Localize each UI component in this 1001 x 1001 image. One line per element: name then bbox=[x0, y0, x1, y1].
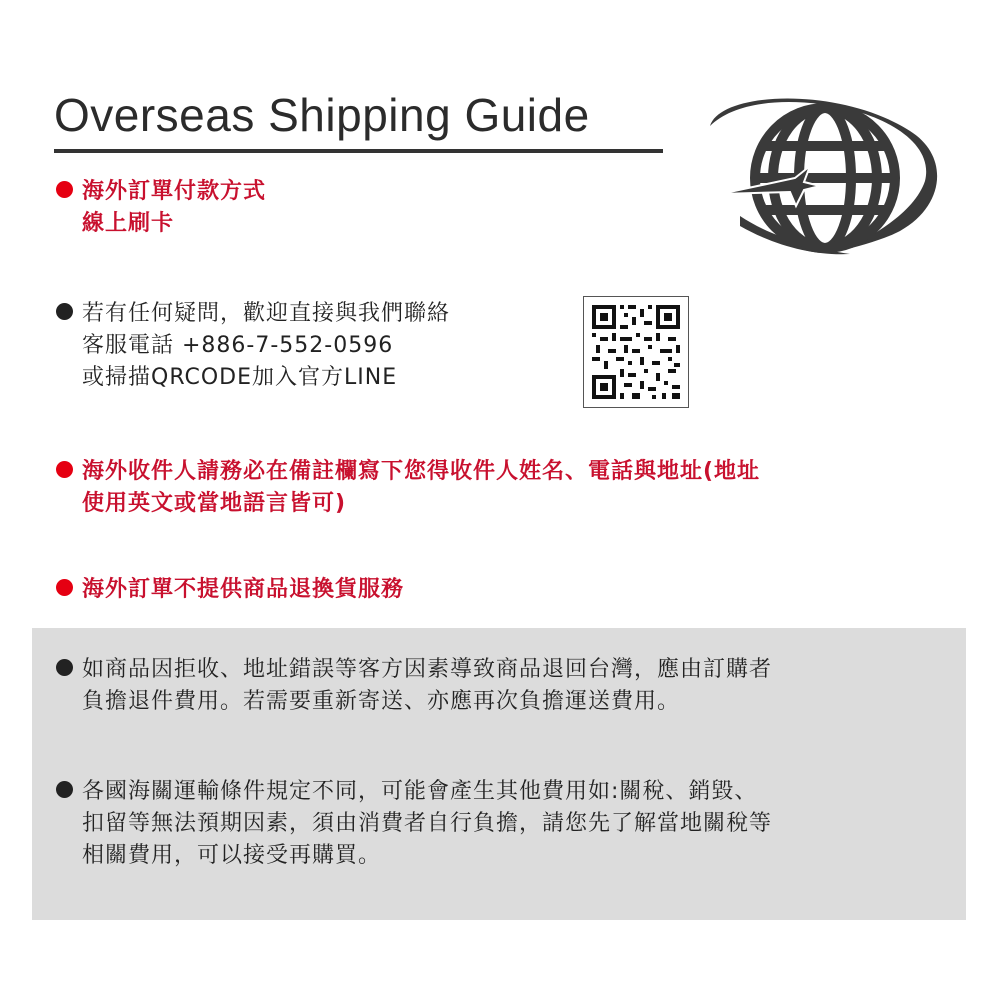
payment-section bbox=[56, 176, 266, 240]
contact-line: 或掃描QRCODE加入官方LINE bbox=[82, 365, 398, 390]
qr-code[interactable] bbox=[583, 296, 689, 408]
bullet-icon bbox=[56, 461, 73, 478]
bullet-icon bbox=[56, 579, 73, 596]
qr-code-image bbox=[584, 297, 688, 407]
customs-line-2: 扣留等無法預期因素，須由消費者自行負擔，請您先了解當地關稅等 bbox=[82, 811, 773, 836]
bullet-icon bbox=[56, 181, 73, 198]
globe-airplane-icon bbox=[700, 86, 950, 266]
customs-line-3: 相關費用，可以接受再購買。 bbox=[82, 843, 382, 868]
no-return-section bbox=[56, 574, 404, 606]
payment-heading: 海外訂單付款方式 bbox=[82, 179, 267, 204]
payment-method: 線上刷卡 bbox=[82, 211, 175, 236]
contact-intro: 若有任何疑問，歡迎直接與我們聯絡 bbox=[82, 301, 451, 326]
contact-section bbox=[56, 298, 450, 394]
recipient-line-1: 海外收件人請務必在備註欄寫下您得收件人姓名、電話與地址(地址 bbox=[82, 459, 761, 484]
recipient-section bbox=[56, 456, 760, 520]
refused-line-1: 如商品因拒收、地址錯誤等客方因素導致商品退回台灣，應由訂購者 bbox=[82, 657, 773, 682]
no-return-text: 海外訂單不提供商品退換貨服務 bbox=[82, 577, 405, 602]
bullet-icon bbox=[56, 659, 73, 676]
customs-line-1: 各國海關運輸條件規定不同，可能會產生其他費用如:關稅、銷毀、 bbox=[82, 779, 758, 804]
refused-line-2: 負擔退件費用。若需要重新寄送、亦應再次負擔運送費用。 bbox=[82, 689, 681, 714]
recipient-line-2: 使用英文或當地語言皆可) bbox=[82, 491, 347, 516]
customs-section bbox=[56, 776, 772, 872]
bullet-icon bbox=[56, 303, 73, 320]
contact-phone: 客服電話 +886-7-552-0596 bbox=[82, 333, 394, 358]
page-title: Overseas Shipping Guide bbox=[54, 89, 590, 141]
title-underline bbox=[54, 149, 663, 153]
bullet-icon bbox=[56, 781, 73, 798]
refused-section bbox=[56, 654, 772, 718]
